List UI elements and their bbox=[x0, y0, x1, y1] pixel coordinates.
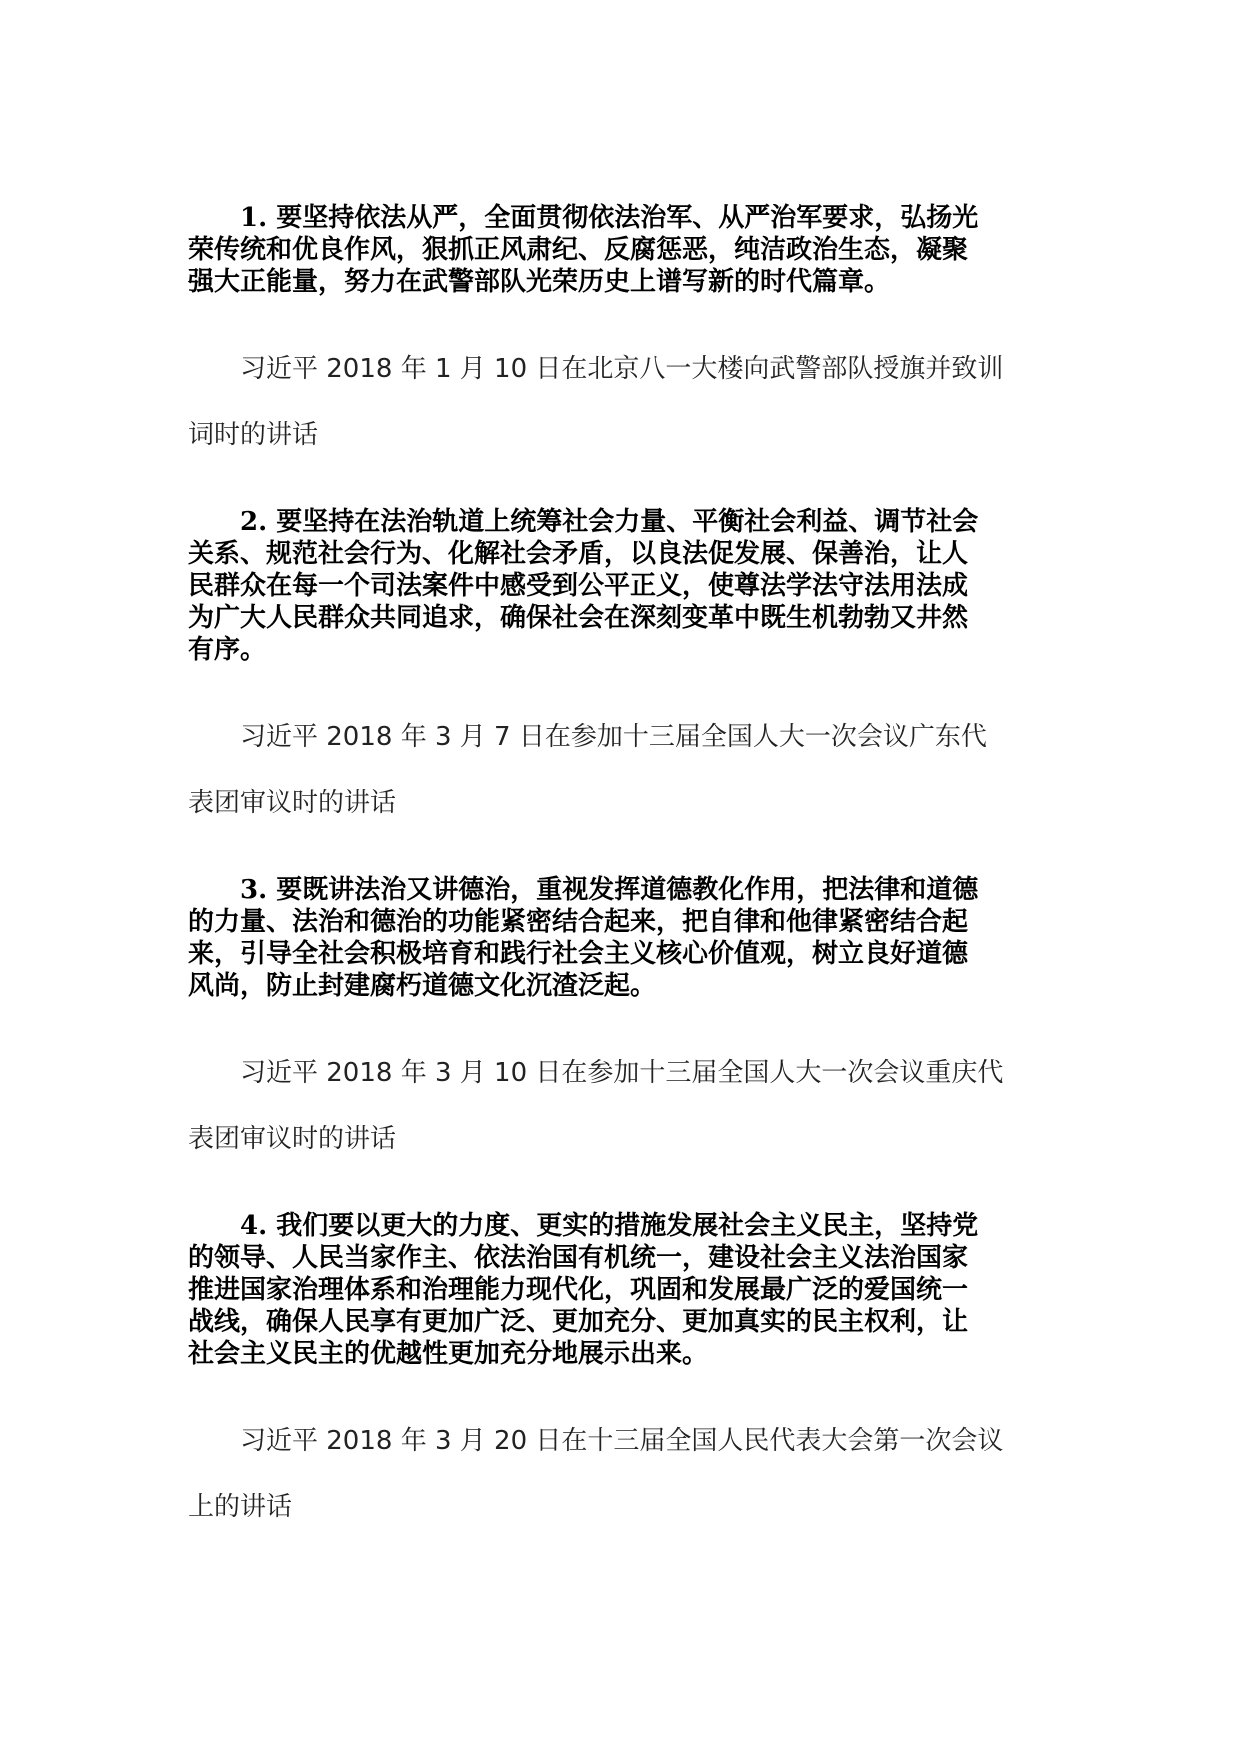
quote-2-line-1: 2. 要坚持在法治轨道上统筹社会力量、平衡社会利益、调节社会 bbox=[240, 507, 979, 537]
quote-2-source-line-1: 习近平 2018 年 3 月 7 日在参加十三届全国人大一次会议广东代 bbox=[240, 722, 987, 752]
quote-4-line-1: 4. 我们要以更大的力度、更实的措施发展社会主义民主，坚持党 bbox=[240, 1211, 979, 1241]
quote-2-line-4: 为广大人民群众共同追求，确保社会在深刻变革中既生机勃勃又井然 bbox=[188, 603, 969, 633]
quote-2-line-3: 民群众在每一个司法案件中感受到公平正义，使尊法学法守法用法成 bbox=[188, 571, 969, 601]
quote-3-line-1: 3. 要既讲法治又讲德治，重视发挥道德教化作用，把法律和道德 bbox=[240, 875, 979, 905]
quote-3-line-2: 的力量、法治和德治的功能紧密结合起来，把自律和他律紧密结合起 bbox=[188, 907, 969, 937]
quote-1-source-line-2: 词时的讲话 bbox=[188, 420, 319, 450]
quote-2-line-5: 有序。 bbox=[188, 635, 267, 665]
quote-4-line-2: 的领导、人民当家作主、依法治国有机统一，建设社会主义法治国家 bbox=[188, 1243, 969, 1273]
quote-3-source-line-1: 习近平 2018 年 3 月 10 日在参加十三届全国人大一次会议重庆代 bbox=[240, 1058, 1004, 1088]
quote-4-line-5: 社会主义民主的优越性更加充分地展示出来。 bbox=[188, 1339, 709, 1369]
quote-1-line-1: 1. 要坚持依法从严，全面贯彻依法治军、从严治军要求，弘扬光 bbox=[240, 203, 979, 233]
quote-2-line-2: 关系、规范社会行为、化解社会矛盾，以良法促发展、保善治，让人 bbox=[188, 539, 969, 569]
quote-3-line-3: 来，引导全社会积极培育和践行社会主义核心价值观，树立良好道德 bbox=[188, 939, 969, 969]
quote-3-source-line-2: 表团审议时的讲话 bbox=[188, 1124, 397, 1154]
quote-4-source-line-1: 习近平 2018 年 3 月 20 日在十三届全国人民代表大会第一次会议 bbox=[240, 1426, 1004, 1456]
quote-1-line-2: 荣传统和优良作风，狠抓正风肃纪、反腐惩恶，纯洁政治生态，凝聚 bbox=[188, 235, 969, 265]
quote-4-source-line-2: 上的讲话 bbox=[188, 1492, 293, 1522]
quote-3-line-4: 风尚，防止封建腐朽道德文化沉渣泛起。 bbox=[188, 971, 657, 1001]
quote-1-line-3: 强大正能量，努力在武警部队光荣历史上谱写新的时代篇章。 bbox=[188, 267, 891, 297]
quote-4-line-4: 战线，确保人民享有更加广泛、更加充分、更加真实的民主权利，让 bbox=[188, 1307, 969, 1337]
quote-4-line-3: 推进国家治理体系和治理能力现代化，巩固和发展最广泛的爱国统一 bbox=[188, 1275, 969, 1305]
quote-2-source-line-2: 表团审议时的讲话 bbox=[188, 788, 397, 818]
quote-1-source-line-1: 习近平 2018 年 1 月 10 日在北京八一大楼向武警部队授旗并致训 bbox=[240, 354, 1004, 384]
